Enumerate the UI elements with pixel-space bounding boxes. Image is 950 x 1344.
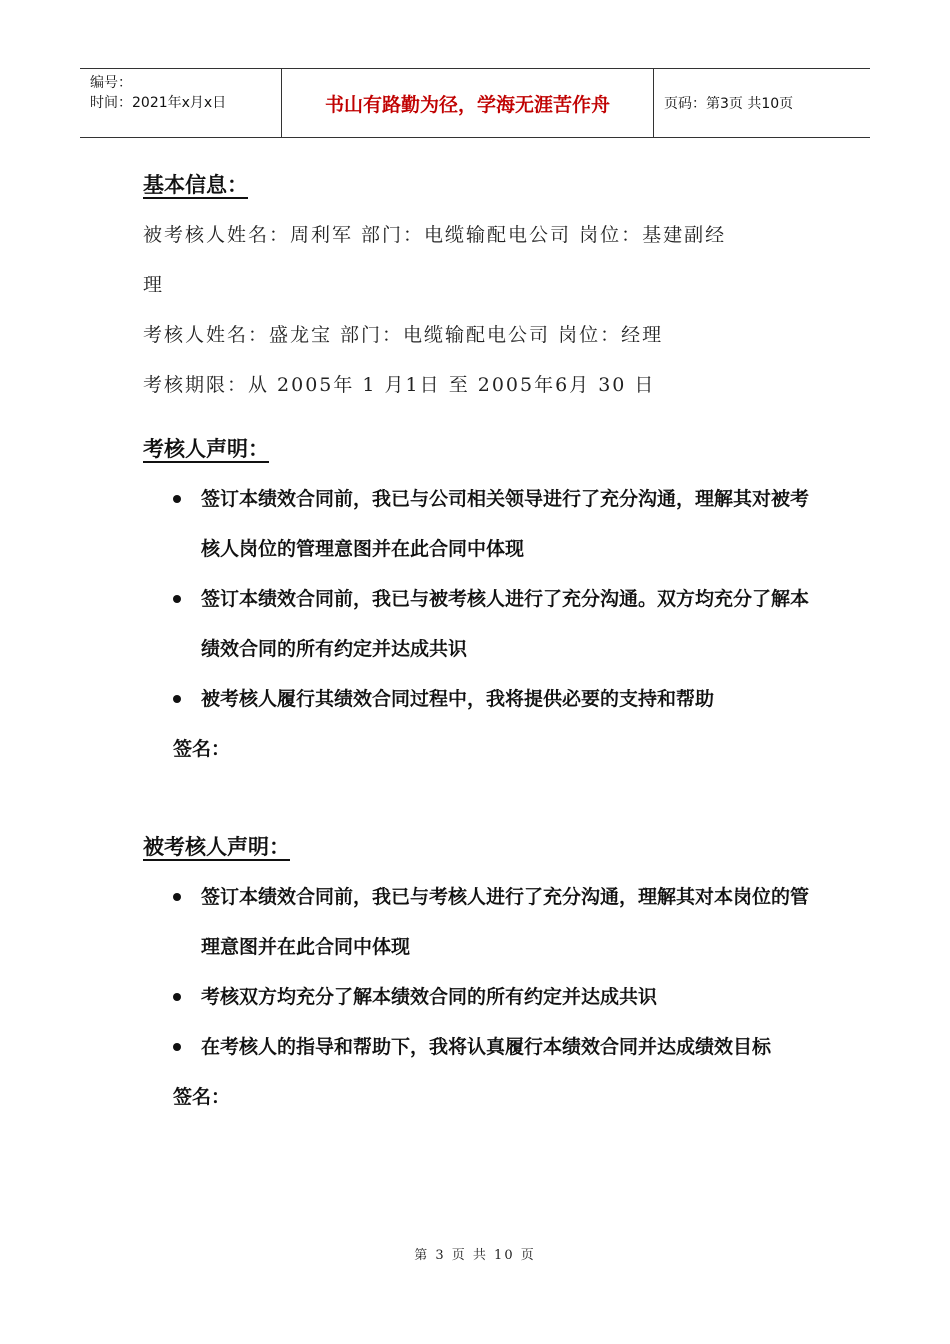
list-item: 签订本绩效合同前，我已与被考核人进行了充分沟通。双方均充分了解本绩效合同的所有约定并达成共识 bbox=[143, 574, 823, 674]
header-motto: 书山有路勤为径，学海无涯苦作舟 bbox=[282, 69, 654, 137]
period-line: 考核期限：从 2005年 1 月1日 至 2005年6月 30 日 bbox=[143, 374, 656, 396]
bullet-icon bbox=[173, 595, 181, 603]
bullet-icon bbox=[173, 993, 181, 1001]
list-item: 考核双方均充分了解本绩效合同的所有约定并达成共识 bbox=[143, 972, 823, 1022]
time-label: 时间：2021年x月x日 bbox=[90, 95, 227, 111]
list-item: 签订本绩效合同前，我已与公司相关领导进行了充分沟通，理解其对被考核人岗位的管理意图并在此合同中体现 bbox=[143, 474, 823, 574]
header-left-cell bbox=[80, 69, 282, 137]
assessor-info-line: 考核人姓名：盛龙宝 部门：电缆输配电公司 岗位：经理 bbox=[143, 324, 664, 346]
list-item: 在考核人的指导和帮助下，我将认真履行本绩效合同并达成绩效目标 bbox=[143, 1022, 823, 1072]
document-body bbox=[143, 160, 823, 1122]
assessor-statement-list bbox=[143, 474, 823, 724]
bullet-icon bbox=[173, 495, 181, 503]
assessor-sign-label: 签名： bbox=[173, 738, 231, 760]
bullet-icon bbox=[173, 1043, 181, 1051]
header-table bbox=[80, 68, 870, 138]
number-label: 编号： bbox=[90, 75, 132, 91]
assessee-info-line-cont: 理 bbox=[143, 274, 165, 296]
bullet-icon bbox=[173, 695, 181, 703]
header-page-info: 页码：第3页 共10页 bbox=[664, 96, 794, 112]
page-footer: 第 3 页 共 10 页 bbox=[414, 1248, 536, 1263]
assessee-statement-list bbox=[143, 872, 823, 1072]
assessor-statement-title: 考核人声明： bbox=[143, 436, 269, 461]
assessee-statement-title: 被考核人声明： bbox=[143, 834, 290, 859]
list-item: 被考核人履行其绩效合同过程中，我将提供必要的支持和帮助 bbox=[143, 674, 823, 724]
basic-info-title: 基本信息： bbox=[143, 172, 248, 197]
bullet-icon bbox=[173, 893, 181, 901]
list-item: 签订本绩效合同前，我已与考核人进行了充分沟通，理解其对本岗位的管理意图并在此合同中体现 bbox=[143, 872, 823, 972]
assessee-sign-label: 签名： bbox=[173, 1086, 231, 1108]
assessee-info-line: 被考核人姓名：周利军 部门：电缆输配电公司 岗位：基建副经 bbox=[143, 224, 727, 246]
